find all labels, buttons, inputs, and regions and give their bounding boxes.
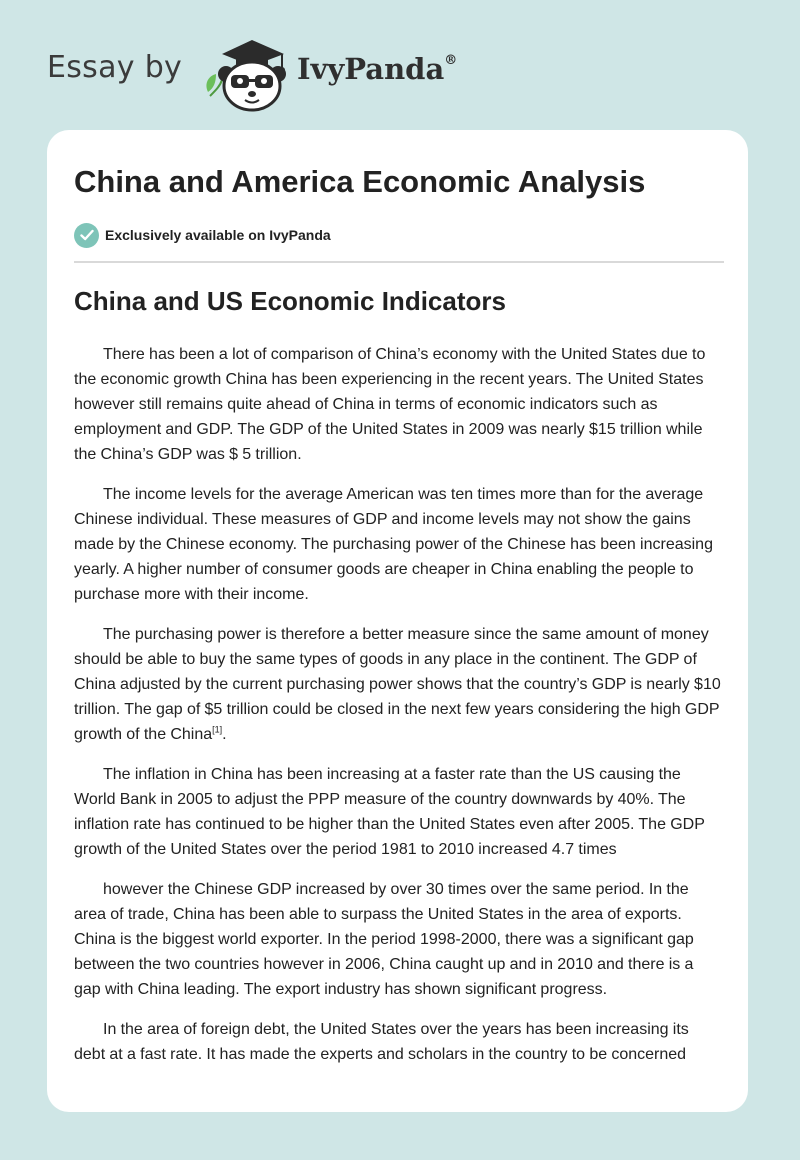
paragraph-with-footnote <box>74 622 724 747</box>
brand-name[interactable] <box>297 52 457 86</box>
paragraph: In the area of foreign debt, the United States over the years has been increasing its debt at a fast rate. It has made the experts and scholars in the country to be concerned <box>74 1021 689 1063</box>
title-divider <box>74 261 724 263</box>
paragraph-end: . <box>222 726 227 743</box>
panda-graduate-logo-icon[interactable] <box>202 34 294 112</box>
paragraph: The inflation in China has been increasing at a faster rate than the US causing the World Bank in 2005 to adjust the PPP measure of the country downwards by 40%. The inflation rate has continued to be higher than the United States even after 2005. The GDP growth of the United States over the period 1981 to 2010 increased 4.7 times <box>74 766 705 858</box>
exclusive-badge <box>74 222 331 248</box>
paragraph-text: The purchasing power is therefore a better measure since the same amount of money should be able to buy the same types of goods in any place in the continent. The GDP of China adjusted by the current purchasing power shows that the country’s GDP is nearly $10 trillion. The gap of $5 trillion could be closed in the next few years considering the high GDP growth of the China <box>74 626 721 743</box>
brand-name-text: IvyPanda <box>297 52 445 86</box>
brand-prefix: Essay by <box>47 50 183 85</box>
footnote-link[interactable]: [1] <box>212 724 223 735</box>
paragraph: however the Chinese GDP increased by over 30 times over the same period. In the area of trade, China has been able to surpass the United States in the area of exports. China is the biggest world exporter. In the period 1998-2000, there was a significant gap between the two countries however in 2006, China caught up and in 2010 and there is a gap with China leading. The export industry has shown significant progress. <box>74 881 694 998</box>
essay-body <box>74 342 724 1082</box>
paragraph: There has been a lot of comparison of China’s economy with the United States due to the economic growth China has been experiencing in the recent years. The United States however still remains quite ahead of China in terms of economic indicators such as employment and GDP. The GDP of the United States in 2009 was nearly $15 trillion while the China’s GDP was $ 5 trillion. <box>74 346 706 463</box>
essay-card <box>47 130 748 1112</box>
badge-label: Exclusively available on IvyPanda <box>105 227 331 243</box>
brand-header <box>47 30 547 110</box>
check-circle-icon <box>74 223 99 248</box>
paragraph: The income levels for the average American was ten times more than for the average Chinese individual. These measures of GDP and income levels may not show the gains made by the Chinese economy. The purchasing power of the Chinese has been increasing yearly. A higher number of consumer goods are cheaper in China enabling the people to purchase more with their income. <box>74 486 713 603</box>
page-title: China and America Economic Analysis <box>74 164 646 199</box>
registered-mark: ® <box>444 53 458 69</box>
section-heading: China and US Economic Indicators <box>74 286 506 316</box>
